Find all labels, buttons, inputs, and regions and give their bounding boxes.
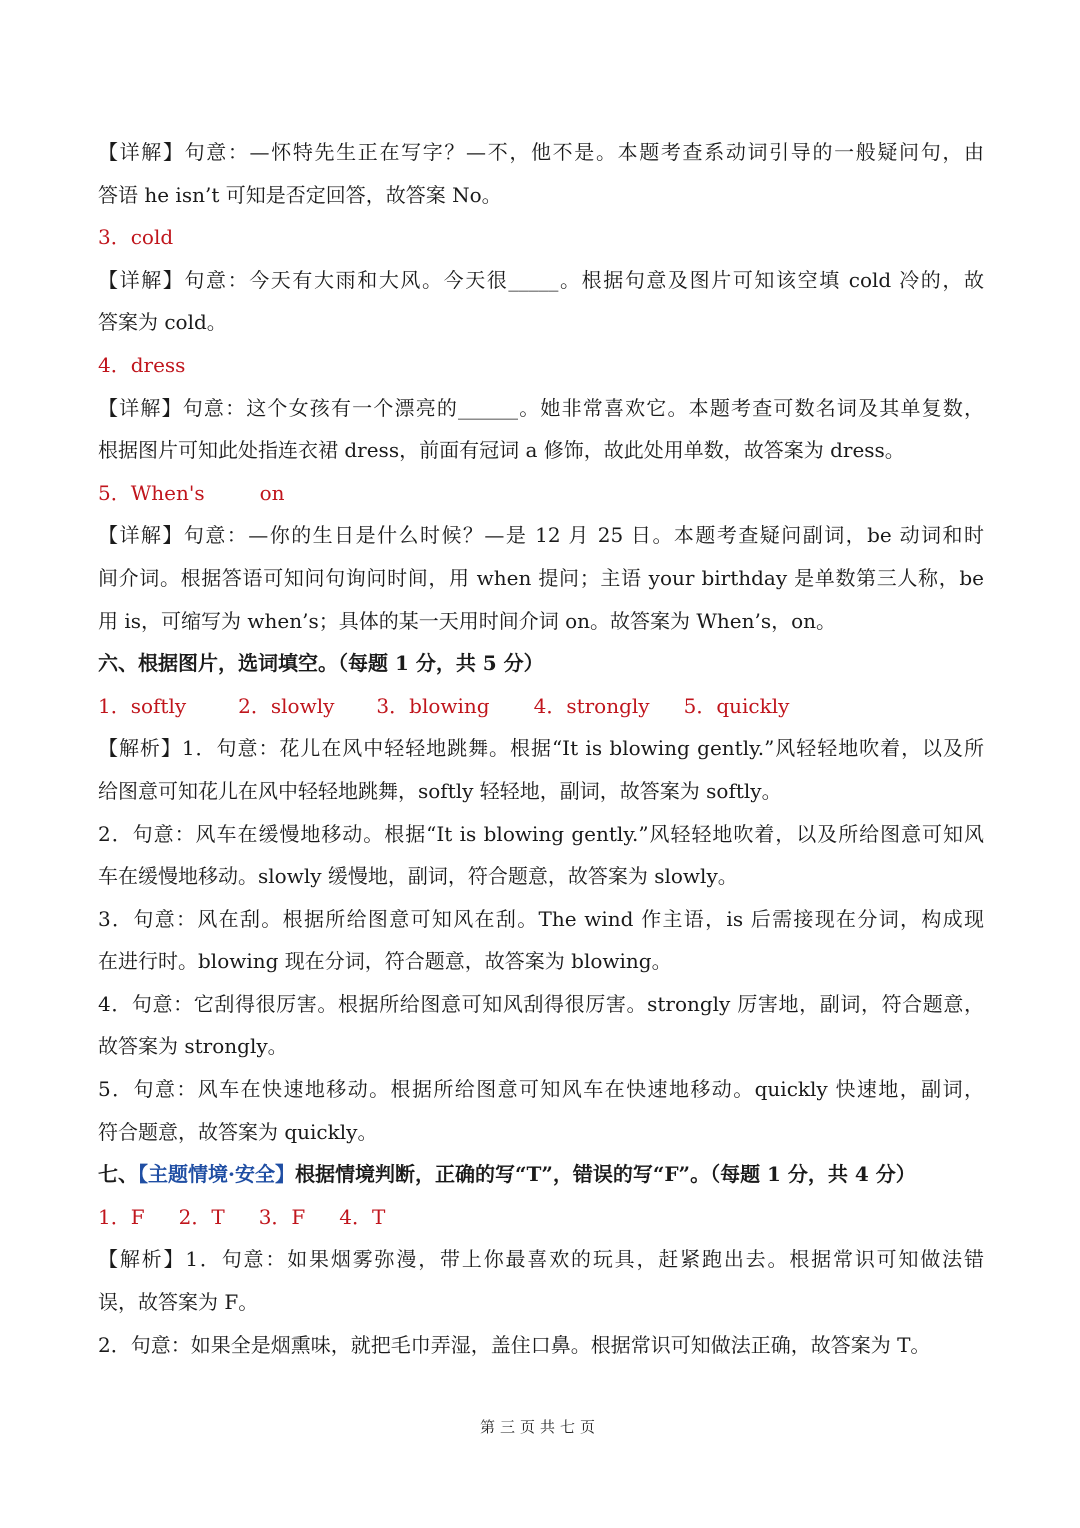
explanation-line: 间介词。根据答语可知问句询问时间，用 when 提问；主语 your birthday 是单数第三人称，be <box>98 565 984 590</box>
explanation-line: 【解析】1．句意：如果烟雾弥漫，带上你最喜欢的玩具，赶紧跑出去。根据常识可知做法错 <box>98 1247 984 1272</box>
explanation-line: 【解析】1．句意：花儿在风中轻轻地跳舞。根据“It is blowing gently.”风轻轻地吹着，以及所 <box>98 736 984 761</box>
explanation-line: 用 is，可缩写为 when’s；具体的某一天用时间介词 on。故答案为 When’s，on。 <box>98 608 837 633</box>
explanation-line: 4．句意：它刮得很厉害。根据所给图意可知风刮得很厉害。strongly 厉害地，副词，符合题意， <box>98 991 984 1016</box>
section-7-answer: 4．T <box>339 1204 386 1229</box>
explanation-line: 符合题意，故答案为 quickly。 <box>98 1119 378 1144</box>
answer-4: 4．dress <box>98 352 186 377</box>
section-7-answers <box>98 1196 984 1239</box>
section-6-answer: 4．strongly <box>533 693 650 718</box>
section-6-answer: 2．slowly <box>238 693 335 718</box>
explanation-line: 误，故答案为 F。 <box>98 1290 259 1315</box>
section-6-answer: 3．blowing <box>376 693 490 718</box>
section-7-answer: 2．T <box>178 1204 225 1229</box>
answer-5-second: on <box>259 480 285 505</box>
section-7-answer: 3．F <box>258 1204 306 1229</box>
explanation-line: 3．句意：风在刮。根据所给图意可知风在刮。The wind 作主语，is 后需接现在分词，构成现 <box>98 906 984 931</box>
explanation-line: 答语 he isn’t 可知是否定回答，故答案 No。 <box>98 182 502 207</box>
explanation-line: 2．句意：风车在缓慢地移动。根据“It is blowing gently.”风轻轻地吹着，以及所给图意可知风 <box>98 821 984 846</box>
explanation-line: 在进行时。blowing 现在分词，符合题意，故答案为 blowing。 <box>98 949 672 974</box>
explanation-line: 根据图片可知此处指连衣裙 dress，前面有冠词 a 修饰，故此处用单数，故答案为 dress。 <box>98 438 905 463</box>
section-7-theme-tag: 【主题情境·安全】 <box>138 1162 295 1187</box>
answer-5 <box>98 472 984 515</box>
explanation-line: 2．句意：如果全是烟熏味，就把毛巾弄湿，盖住口鼻。根据常识可知做法正确，故答案为 T。 <box>98 1332 931 1357</box>
section-6-heading: 六、根据图片，选词填空。（每题 1 分，共 5 分） <box>98 651 544 676</box>
section-6-answer: 1．softly <box>98 693 187 718</box>
section-6-answer: 5．quickly <box>683 693 790 718</box>
section-6-answers <box>98 685 984 728</box>
answer-key-page <box>98 131 984 1366</box>
section-7-heading <box>98 1153 984 1196</box>
section-7-answer: 1．F <box>98 1204 145 1229</box>
explanation-line: 【详解】句意：—你的生日是什么时候？—是 12 月 25 日。本题考查疑问副词，be 动词和时 <box>98 523 984 548</box>
explanation-line: 5．句意：风车在快速地移动。根据所给图意可知风车在快速地移动。quickly 快速地，副词， <box>98 1077 984 1102</box>
explanation-line: 【详解】句意：—怀特先生正在写字？—不，他不是。本题考查系动词引导的一般疑问句，由 <box>98 140 984 164</box>
explanation-line: 车在缓慢地移动。slowly 缓慢地，副词，符合题意，故答案为 slowly。 <box>98 864 738 889</box>
page-footer: 第三页共七页 <box>479 1418 600 1436</box>
explanation-line: 给图意可知花儿在风中轻轻地跳舞，softly 轻轻地，副词，故答案为 softly。 <box>98 778 782 803</box>
answer-3: 3．cold <box>98 225 174 250</box>
explanation-line: 【详解】句意：今天有大雨和大风。今天很_____。根据句意及图片可知该空填 cold 冷的，故 <box>98 267 984 292</box>
answer-5-first: 5．When's <box>98 480 205 505</box>
explanation-line: 【详解】句意：这个女孩有一个漂亮的______。她非常喜欢它。本题考查可数名词及其单复数， <box>98 395 984 420</box>
explanation-line: 答案为 cold。 <box>98 310 227 335</box>
explanation-line: 故答案为 strongly。 <box>98 1034 288 1059</box>
section-7-instructions: 根据情境判断，正确的写“T”，错误的写“F”。（每题 1 分，共 4 分） <box>294 1162 916 1187</box>
section-7-prefix: 七、 <box>98 1162 138 1187</box>
